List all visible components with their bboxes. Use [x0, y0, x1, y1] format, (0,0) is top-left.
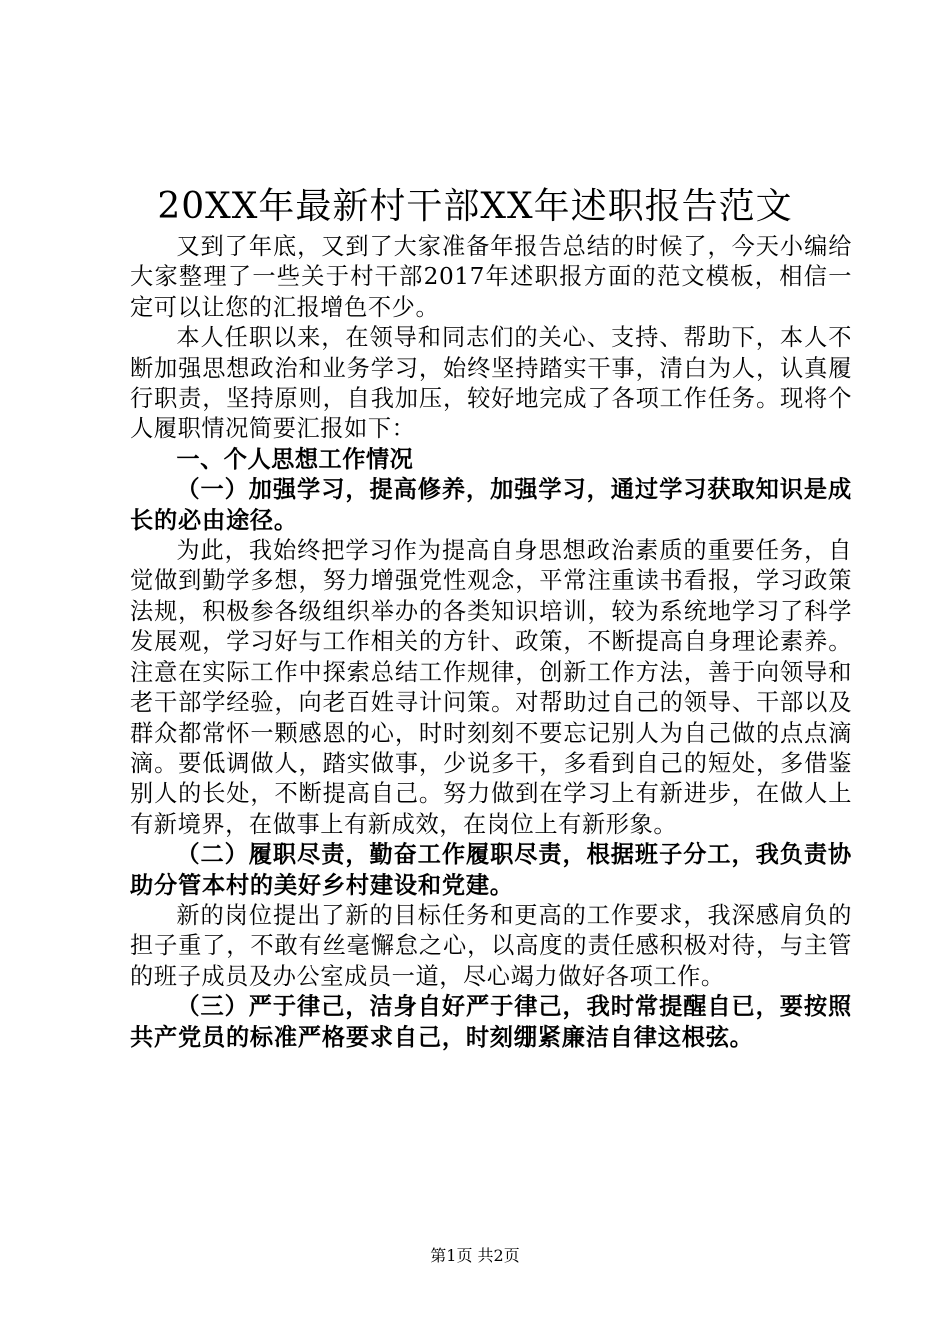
study-paragraph: 为此，我始终把学习作为提高自身思想政治素质的重要任务，自觉做到勤学多想，努力增强党性观念，平常注重读书看报，学习政策法规，积极参各级组织举办的各类知识培训，较为系统地学习了科学发展观，学习好与工作相关的方针、政策，不断提高自身理论素养。注意在实际工作中探索总结工作规律，创新工作方法，善于向领导和老干部学经验，向老百姓寻计问策。对帮助过自己的领导、干部以及群众都常怀一颗感恩的心，时时刻刻不要忘记别人为自己做的点点滴滴。要低调做人，踏实做事，少说多干，多看到自己的短处，多借鉴别人的长处，不断提高自己。努力做到在学习上有新进步，在做人上有新境界，在做事上有新成效，在岗位上有新形象。 — [130, 537, 852, 838]
document-title: 20XX年最新村干部XX年述职报告范文 — [157, 186, 793, 227]
document-body — [130, 232, 852, 1053]
subsection-heading-2: （二）履职尽责，勤奋工作履职尽责，根据班子分工，我负责协助分管本村的美好乡村建设和党建。 — [130, 841, 852, 899]
page-footer: 第1页 共2页 — [430, 1246, 520, 1265]
section-heading-1: 一、个人思想工作情况 — [176, 445, 414, 473]
overview-paragraph: 本人任职以来，在领导和同志们的关心、支持、帮助下，本人不断加强思想政治和业务学习，始终坚持踏实干事，清白为人，认真履行职责，坚持原则，自我加压，较好地完成了各项工作任务。现将个人履职情况简要汇报如下： — [130, 324, 852, 443]
subsection-heading-3: （三）严于律己，洁身自好严于律己，我时常提醒自已，要按照共产党员的标准严格要求自己，时刻绷紧廉洁自律这根弦。 — [130, 993, 852, 1051]
duty-paragraph: 新的岗位提出了新的目标任务和更高的工作要求，我深感肩负的担子重了，不敢有丝毫懈怠之心，以高度的责任感积极对待，与主管的班子成员及办公室成员一道，尽心竭力做好各项工作。 — [130, 901, 852, 990]
subsection-heading-1: （一）加强学习，提高修养，加强学习，通过学习获取知识是成长的必由途径。 — [130, 476, 852, 534]
intro-paragraph: 又到了年底，又到了大家准备年报告总结的时候了，今天小编给大家整理了一些关于村干部2017年述职报方面的范文模板，相信一定可以让您的汇报增色不少。 — [130, 233, 852, 321]
